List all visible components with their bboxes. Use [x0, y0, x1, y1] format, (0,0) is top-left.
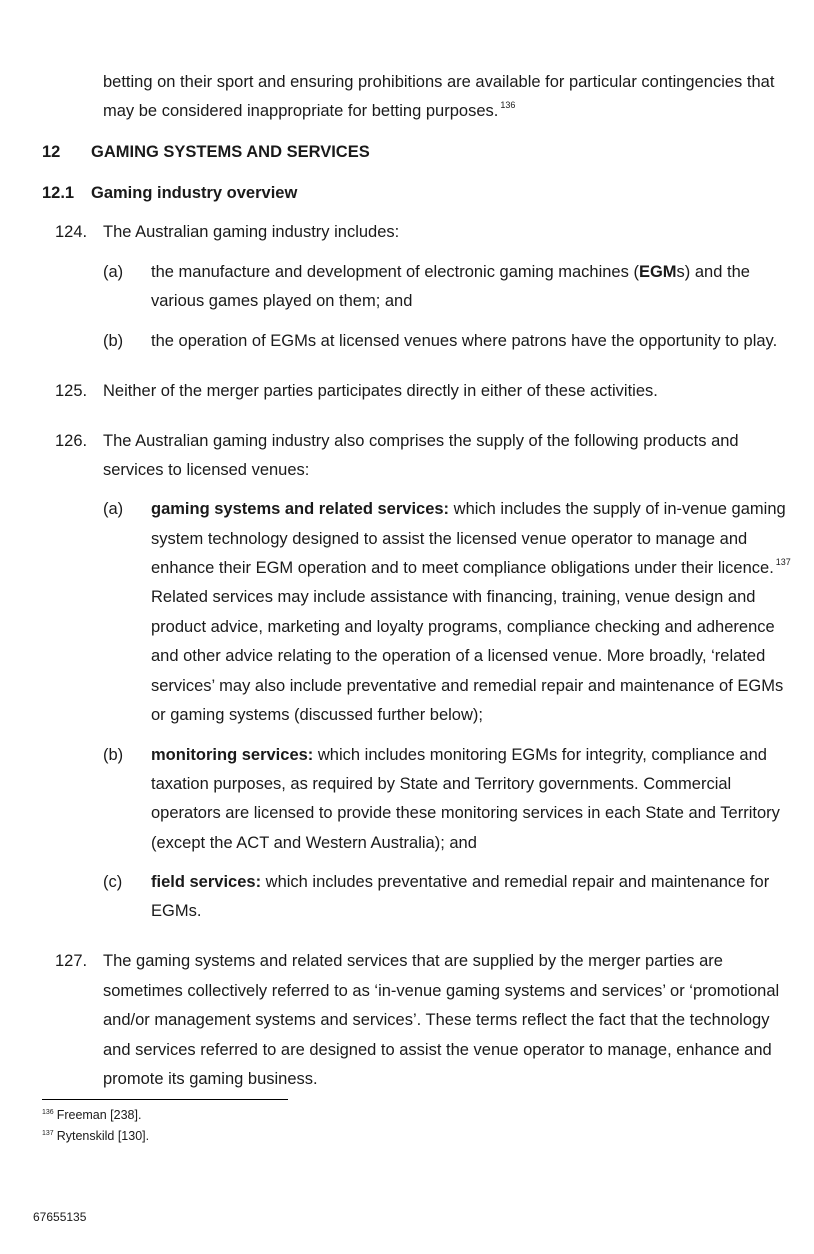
- paragraph-number-125: 125.: [55, 382, 88, 400]
- subsection-number: 12.1: [42, 184, 75, 202]
- footnote-136: $^{136}$ Freeman [238].: [42, 1108, 142, 1122]
- item-label-124b: (b): [103, 332, 124, 350]
- section-number: 12: [42, 143, 61, 161]
- subsection-title: Gaming industry overview: [91, 184, 298, 202]
- item-126b-line-1: monitoring services: which includes monitoring EGMs for integrity, compliance and: [151, 746, 767, 764]
- item-126a-line-3: enhance their EGM operation and to meet compliance obligations under their licence. $^{137}$: [151, 557, 791, 577]
- document-id: 67655135: [33, 1210, 87, 1224]
- paragraph-127-line-4: and services referred to are designed to assist the venue operator to manage, enhance and: [103, 1041, 772, 1059]
- item-124a-line-1: the manufacture and development of electronic gaming machines (EGMs) and the: [151, 263, 750, 281]
- paragraph-126-line-1: The Australian gaming industry also comprises the supply of the following products and: [103, 432, 739, 450]
- paragraph-127-line-1: The gaming systems and related services that are supplied by the merger parties are: [103, 952, 723, 970]
- item-126a-line-7: services’ may also include preventative and remedial repair and maintenance of EGMs: [151, 677, 784, 695]
- paragraph-number-126: 126.: [55, 432, 88, 450]
- item-126a-term: gaming systems and related services:: [151, 500, 450, 518]
- item-126c-line-2: EGMs.: [151, 902, 202, 920]
- item-label-126c: (c): [103, 873, 123, 891]
- item-126b-term: monitoring services:: [151, 746, 314, 764]
- item-126b-line-4: (except the ACT and Western Australia); and: [151, 834, 477, 852]
- intro-line-2: may be considered inappropriate for betting purposes. $^{136}$: [103, 100, 516, 120]
- item-label-126b: (b): [103, 746, 124, 764]
- item-126b-line-2: taxation purposes, as required by State and Territory governments. Commercial: [151, 775, 732, 793]
- item-126a-line-8: or gaming systems (discussed further below);: [151, 706, 483, 724]
- paragraph-127-line-3: and/or management systems and services’. These terms reflect the fact that the technology: [103, 1011, 770, 1029]
- item-126c-term: field services:: [151, 873, 262, 891]
- paragraph-number-124: 124.: [55, 223, 88, 241]
- item-126a-line-5: product advice, marketing and loyalty programs, compliance checking and adherence: [151, 618, 775, 636]
- item-label-124a: (a): [103, 263, 124, 281]
- paragraph-125-text: Neither of the merger parties participates directly in either of these activities.: [103, 382, 658, 400]
- paragraph-124-text: The Australian gaming industry includes:: [103, 223, 400, 241]
- item-124b-line-1: the operation of EGMs at licensed venues where patrons have the opportunity to play.: [151, 332, 778, 350]
- item-126a-line-1: gaming systems and related services: which includes the supply of in-venue gaming: [151, 500, 786, 518]
- paragraph-127-line-5: promote its gaming business.: [103, 1070, 318, 1088]
- paragraph-number-127: 127.: [55, 952, 88, 970]
- paragraph-127-line-2: sometimes collectively referred to as ‘in-venue gaming systems and services’ or ‘promotional: [103, 982, 780, 1000]
- item-126c-line-1: field services: which includes preventative and remedial repair and maintenance for: [151, 873, 770, 891]
- footnote-separator: [42, 1099, 288, 1100]
- footnote-137: $^{137}$ Rytenskild [130].: [42, 1129, 150, 1143]
- item-126a-line-2: system technology designed to assist the licensed venue operator to manage and: [151, 530, 748, 548]
- item-label-126a: (a): [103, 500, 124, 518]
- item-126a-line-6: and other advice relating to the operation of a licensed venue. More broadly, ‘related: [151, 647, 766, 665]
- footnote-ref-137[interactable]: 137: [775, 557, 791, 567]
- item-124a-line-2: various games played on them; and: [151, 292, 413, 310]
- paragraph-126-line-2: services to licensed venues:: [103, 461, 310, 479]
- footnote-ref-136[interactable]: 136: [500, 100, 516, 110]
- item-126a-line-4: Related services may include assistance with financing, training, venue design and: [151, 588, 756, 606]
- section-title: GAMING SYSTEMS AND SERVICES: [91, 143, 370, 161]
- item-126b-line-3: operators are licensed to provide these monitoring services in each State and Territory: [151, 804, 780, 822]
- intro-line-1: betting on their sport and ensuring prohibitions are available for particular contingencies that: [103, 73, 775, 91]
